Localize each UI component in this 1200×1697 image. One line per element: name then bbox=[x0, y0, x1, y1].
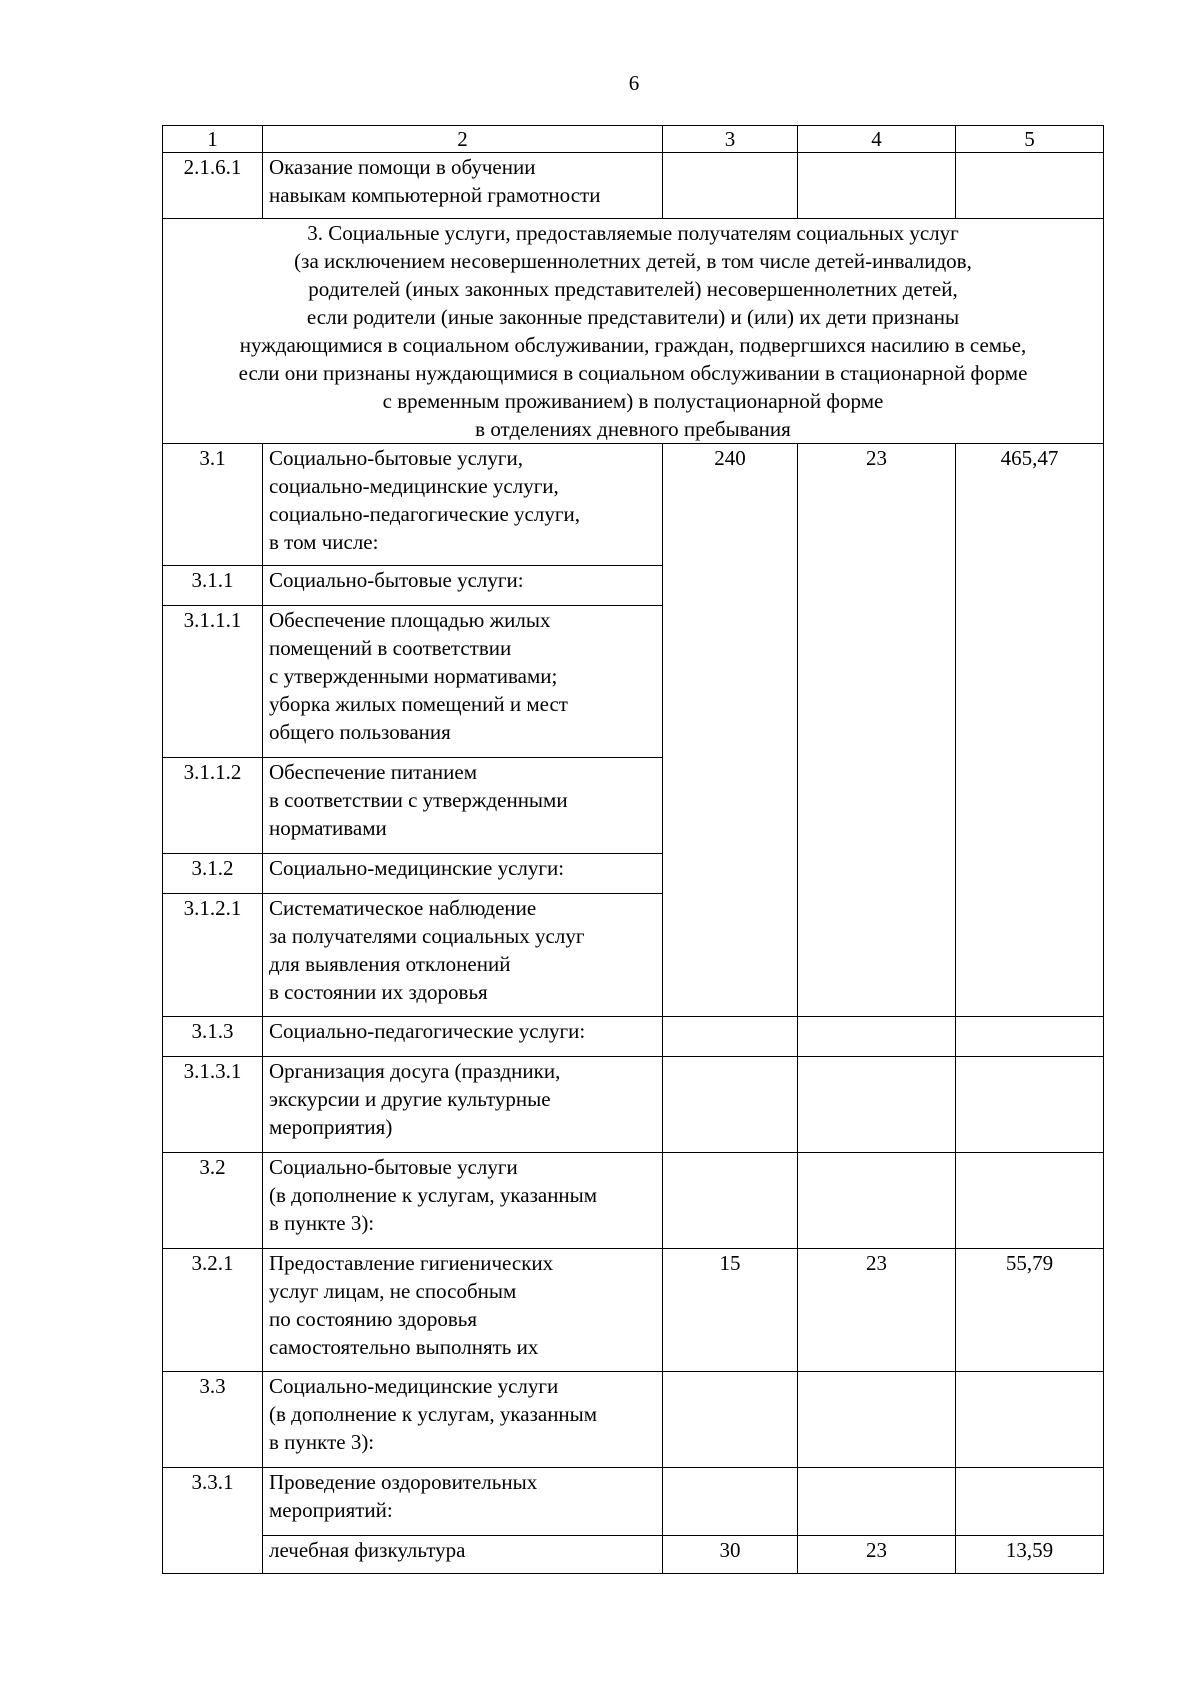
service-name: Социально-медицинские услуги (в дополнение к услугам, указанным в пункте 3): bbox=[263, 1372, 663, 1468]
service-name: Организация досуга (праздники, экскурсии и другие культурные мероприятия) bbox=[263, 1057, 663, 1153]
header-col-2: 2 bbox=[263, 126, 663, 153]
row-number: 3.1 bbox=[163, 444, 263, 566]
table-row bbox=[163, 1017, 1104, 1057]
value-col-4: 23 bbox=[798, 444, 956, 1017]
value-col-3: 15 bbox=[663, 1249, 798, 1372]
value-col-5 bbox=[956, 1153, 1104, 1249]
table-row bbox=[163, 1057, 1104, 1153]
value-col-4: 23 bbox=[798, 1249, 956, 1372]
value-col-5 bbox=[956, 1057, 1104, 1153]
table-row bbox=[163, 1372, 1104, 1468]
service-name: Социально-бытовые услуги (в дополнение к услугам, указанным в пункте 3): bbox=[263, 1153, 663, 1249]
value-col-4: 23 bbox=[798, 1536, 956, 1574]
row-number: 3.1.1.2 bbox=[163, 758, 263, 854]
row-number: 3.1.2 bbox=[163, 854, 263, 894]
service-name: Предоставление гигиенических услуг лицам, не способным по состоянию здоровья самостоятельно выполнять их bbox=[263, 1249, 663, 1372]
service-name: Обеспечение питанием в соответствии с утвержденными нормативами bbox=[263, 758, 663, 854]
value-col-5 bbox=[956, 1017, 1104, 1057]
value-col-4 bbox=[798, 153, 956, 219]
service-name: Систематическое наблюдение за получателями социальных услуг для выявления отклонений в состоянии их здоровья bbox=[263, 894, 663, 1017]
service-name: Социально-бытовые услуги, социально-медицинские услуги, социально-педагогические услуги, в том числе: bbox=[263, 444, 663, 566]
value-col-4 bbox=[798, 1057, 956, 1153]
service-name: Оказание помощи в обучении навыкам компьютерной грамотности bbox=[263, 153, 663, 219]
row-number: 3.2 bbox=[163, 1153, 263, 1249]
row-number: 3.1.2.1 bbox=[163, 894, 263, 1017]
value-col-3: 240 bbox=[663, 444, 798, 1017]
row-number: 3.3 bbox=[163, 1372, 263, 1468]
value-col-5: 55,79 bbox=[956, 1249, 1104, 1372]
value-col-3 bbox=[663, 1153, 798, 1249]
value-col-3 bbox=[663, 1017, 798, 1057]
value-col-5: 465,47 bbox=[956, 444, 1104, 1017]
header-col-4: 4 bbox=[798, 126, 956, 153]
header-col-5: 5 bbox=[956, 126, 1104, 153]
value-col-3 bbox=[663, 1468, 798, 1536]
row-number: 3.2.1 bbox=[163, 1249, 263, 1372]
section-heading: 3. Социальные услуги, предоставляемые получателям социальных услуг (за исключением несовершеннолетних детей, в том числе детей-инвалидов, родителей (иных законных представителей) несовершеннолетних детей, если родители (иные законные представители) и (или) их дети признаны нуждающимися в социальном обслуживании, граждан, подвергшихся насилию в семье, если они признаны нуждающимися в социальном обслуживании в стационарной форме с временным проживанием) в полустационарной форме в отделениях дневного пребывания bbox=[163, 219, 1104, 444]
value-col-3: 30 bbox=[663, 1536, 798, 1574]
row-number: 3.3.1 bbox=[163, 1468, 263, 1574]
value-col-5 bbox=[956, 1372, 1104, 1468]
table-row bbox=[163, 1468, 1104, 1536]
value-col-4 bbox=[798, 1372, 956, 1468]
service-name: лечебная физкультура bbox=[263, 1536, 663, 1574]
row-number: 2.1.6.1 bbox=[163, 153, 263, 219]
value-col-4 bbox=[798, 1468, 956, 1536]
value-col-4 bbox=[798, 1017, 956, 1057]
service-name: Проведение оздоровительных мероприятий: bbox=[263, 1468, 663, 1536]
value-col-4 bbox=[798, 1153, 956, 1249]
header-row bbox=[163, 126, 1104, 153]
service-name: Социально-бытовые услуги: bbox=[263, 566, 663, 606]
value-col-3 bbox=[663, 1372, 798, 1468]
section-heading-row bbox=[163, 219, 1104, 444]
services-table bbox=[162, 125, 1104, 1574]
table-row bbox=[163, 444, 1104, 566]
value-col-3 bbox=[663, 153, 798, 219]
header-col-3: 3 bbox=[663, 126, 798, 153]
row-number: 3.1.3 bbox=[163, 1017, 263, 1057]
value-col-3 bbox=[663, 1057, 798, 1153]
row-number: 3.1.3.1 bbox=[163, 1057, 263, 1153]
table-row bbox=[163, 1249, 1104, 1372]
page-number: 6 bbox=[628, 71, 640, 95]
table-row bbox=[163, 1153, 1104, 1249]
service-name: Социально-педагогические услуги: bbox=[263, 1017, 663, 1057]
service-name: Социально-медицинские услуги: bbox=[263, 854, 663, 894]
value-col-5 bbox=[956, 1468, 1104, 1536]
row-number: 3.1.1.1 bbox=[163, 606, 263, 758]
service-name: Обеспечение площадью жилых помещений в соответствии с утвержденными нормативами; уборка жилых помещений и мест общего пользования bbox=[263, 606, 663, 758]
row-number: 3.1.1 bbox=[163, 566, 263, 606]
table-row bbox=[163, 153, 1104, 219]
value-col-5 bbox=[956, 153, 1104, 219]
value-col-5: 13,59 bbox=[956, 1536, 1104, 1574]
header-col-1: 1 bbox=[163, 126, 263, 153]
table-row bbox=[163, 1536, 1104, 1574]
